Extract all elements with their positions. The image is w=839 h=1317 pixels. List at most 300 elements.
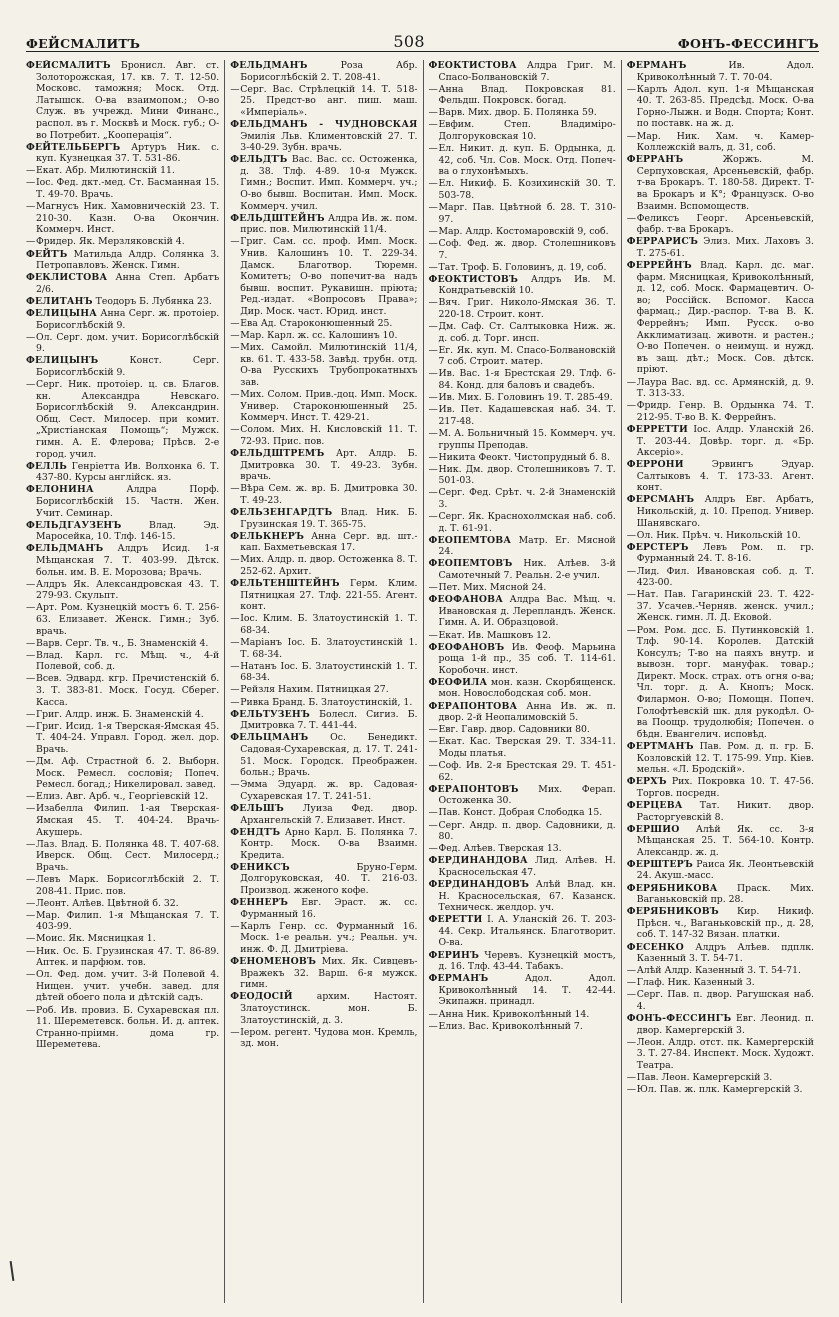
entry-details: Маріанъ Іос. Б. Златоустинскій 1. Т. 68-34. [240, 637, 418, 660]
entry-dash: — [428, 225, 438, 237]
entry-dash: — [26, 897, 36, 909]
entry-surname: ФЕЛЬДШТЕЙНЪ [230, 212, 325, 224]
directory-subentry [429, 107, 616, 119]
entry-dash: — [26, 933, 36, 945]
entry-details: Серг. Фед. Срѣт. ч. 2-й Знаменскій 3. [438, 487, 616, 510]
entry-surname: ФЕЛЬЗЕНГАРДТЪ [230, 507, 333, 519]
directory-entry [26, 355, 219, 378]
entry-dash: — [626, 376, 637, 388]
entry-details: Рейзля Нахим. Пятницкая 27. [240, 684, 389, 696]
directory-subentry [627, 213, 814, 236]
directory-subentry [627, 530, 814, 542]
entry-surname: ФЕРЦЕВА [626, 799, 683, 811]
directory-entry [627, 776, 814, 799]
entry-surname: ФЕЛОНИНА [26, 484, 94, 496]
entry-details: Алдръ Як. Александровская 43. Т. 279-93. Скульпт. [36, 578, 220, 602]
entry-dash: — [428, 736, 438, 748]
entry-details: Карлъ Генр. сс. Фурманный 16. Моск. 1-е реальн. уч.; Реальн. уч. инж. Ф. Д. Дмитріева. [240, 920, 418, 956]
entry-details: Анна Степ. Арбатъ 2/6. [36, 272, 220, 295]
entry-details: Соф. Фед. ж. двор. Столешниковъ 7. [438, 237, 616, 261]
entry-surname: ФЕЛЬКНЕРЪ [230, 530, 305, 542]
entry-details: Мар. Алдр. Костомаровскій 9, соб. [438, 225, 609, 237]
entry-dash: — [26, 379, 36, 391]
directory-entry [429, 973, 616, 1008]
entry-details: Кир. Никиф. Прѣсн. ч., Ваганьковскій пр., д. 28, соб. Т. 147-32 Вязан. платки. [636, 906, 814, 941]
entry-dash: — [26, 602, 36, 614]
entry-details: Іос. Алдр. Уланскій 26. Т. 203-44. Довѣр. торг. д. «Бр. Аксерio». [636, 423, 814, 459]
directory-subentry [26, 638, 219, 650]
entry-dash: — [230, 920, 240, 932]
directory-entry [429, 677, 616, 700]
directory-subentry [26, 874, 219, 897]
directory-subentry [429, 226, 616, 238]
entry-dash: — [626, 1084, 637, 1096]
entry-surname: ФЕРИНЪ [428, 949, 480, 961]
entry-details: Вяч. Григ. Николо-Ямская 36. Т. 220-18. Строит. конт. [438, 297, 616, 320]
directory-entry [230, 578, 417, 613]
directory-subentry [26, 910, 219, 933]
entry-surname: ФЕРМАНЪ [428, 973, 489, 985]
entry-details: Влад. Карл. гс. Мѣщ. ч., 4-й Полевой, соб. д. [36, 649, 220, 673]
directory-subentry [26, 579, 219, 602]
directory-subentry [26, 803, 219, 838]
entry-details: Болесл. Сигиз. Б. Дмитровка 7. Т. 441-44. [240, 708, 418, 732]
entry-details: мон. казн. Скорбященск. мон. Новослободская соб. мон. [438, 676, 616, 700]
directory-subentry [230, 330, 417, 342]
entry-dash: — [626, 565, 637, 577]
entry-details: Евг. Эраст. ж. сс. Фурманный 16. [240, 897, 418, 920]
entry-surname: ФЕРШТЕРЪ [626, 858, 693, 870]
entry-details: Глаф. Ник. Казенный 3. [636, 977, 755, 989]
directory-entry [230, 956, 417, 991]
entry-details: Натанъ Іос. Б. Златоустинскій 1. Т. 68-34. [240, 660, 418, 684]
entry-details: Арно Карл. Б. Полянка 7. Контр. Моск. О-ва Взаимн. Кредита. [240, 826, 418, 861]
entry-dash: — [230, 389, 240, 401]
directory-subentry [627, 989, 814, 1012]
directory-subentry [26, 756, 219, 791]
directory-entry [429, 784, 616, 807]
entry-details: Екат. Ив. Машковъ 12. [438, 629, 551, 641]
directory-subentry [230, 779, 417, 802]
entry-details: Анна Ник. Кривоколѣнный 14. [438, 1008, 590, 1020]
entry-details: Алдра Вас. Мѣщ. ч. Ивановская д. Лерепландъ. Женск. Гимн. А. И. Образцовой. [438, 594, 616, 629]
entry-details: Адол. Адол. Кривоколѣнный 14. Т. 42-44. Экипажн. принадл. [438, 973, 616, 1008]
directory-subentry [429, 724, 616, 736]
directory-subentry [230, 318, 417, 330]
directory-entry [627, 542, 814, 565]
directory-subentry [429, 464, 616, 487]
directory-subentry [230, 236, 417, 317]
entry-surname: ФЕЛЬДМАНЪ [26, 543, 104, 555]
entry-details: Арт. Ром. Кузнецкій мостъ 6. Т. 256-63. Елизавет. Женск. Гимн.; Зуб. врачь. [36, 602, 220, 637]
directory-subentry [429, 582, 616, 594]
entry-dash: — [428, 344, 438, 356]
entry-dash: — [428, 1008, 438, 1020]
entry-dash: — [428, 119, 438, 131]
entry-surname: ФОНЪ-ФЕССИНГЪ [626, 1013, 732, 1025]
column-3 [423, 60, 621, 1303]
entry-details: Ив. Адол. Кривоколѣнный 7. Т. 70-04. [636, 60, 814, 83]
entry-details: Ив. Пет. Кадашевская наб. 34. Т. 217-48. [438, 404, 616, 427]
directory-subentry [230, 637, 417, 660]
entry-details: Анна Влад. Покровская 81. Фельдш. Покровск. богад. [438, 83, 616, 107]
entry-details: Левъ Марк. Борисоглѣбскій 2. Т. 208-41. Прис. пов. [36, 873, 220, 897]
directory-subentry [26, 673, 219, 708]
directory-entry [627, 942, 814, 965]
entry-details: Ник. Дм. двор. Столешниковъ 7. Т. 501-03. [438, 463, 616, 487]
directory-subentry [627, 589, 814, 624]
directory-entry [429, 879, 616, 914]
entry-dash: — [26, 720, 36, 732]
entry-surname: ФЕОФИЛА [428, 676, 488, 688]
directory-subentry [429, 321, 616, 344]
entry-dash: — [428, 463, 438, 475]
entry-dash: — [26, 165, 36, 177]
directory-subentry [429, 511, 616, 534]
column-1 [26, 60, 224, 1303]
entry-details: Бронисл. Авг. ст. Золоторожская, 17. кв. 7. Т. 12-50. Московс. таможня; Моск. Отд. Латышск. О-ва взаимопом.; О-во Служ. въ учрежд. Мини Финанс., распол. въ г. Москвѣ и Моск. губ.; О-во Потребит. „Кооперація“. [36, 60, 220, 141]
directory-subentry [230, 697, 417, 709]
entry-dash: — [26, 201, 36, 213]
entry-surname: ФЕОКТИСТОВА [428, 60, 517, 71]
entry-details: Іос. Клим. Б. Златоустинскій 1. Т. 68-34. [240, 613, 418, 636]
entry-surname: ФЕОФАНОВЪ [428, 641, 505, 653]
entry-dash: — [428, 143, 438, 155]
entry-details: Алдръ Ив. М. Кондратьевскій 10. [438, 273, 616, 297]
entry-details: Соф. Ив. 2-я Брестская 29. Т. 451-62. [438, 760, 616, 783]
directory-entry [627, 494, 814, 529]
entry-dash: — [428, 178, 438, 190]
directory-entry [627, 859, 814, 882]
directory-subentry [230, 661, 417, 684]
directory-subentry [627, 377, 814, 400]
entry-details: Екат. Абр. Милютинскій 11. [36, 165, 175, 177]
entry-dash: — [230, 696, 240, 708]
directory-subentry [26, 602, 219, 637]
entry-details: Дм. Саф. Ст. Салтыковка Ниж. ж. д. соб. д. Торг. инсп. [438, 321, 616, 344]
entry-surname: ФЕОКТИСТОВЪ [428, 273, 519, 285]
entry-dash: — [26, 803, 36, 815]
entry-details: Черевъ. Кузнецкій мостъ, д. 16. Тлф. 43-44. Табакъ. [438, 949, 616, 973]
entry-surname: ФЕНДТЪ [230, 826, 281, 838]
directory-entry [230, 827, 417, 862]
entry-dash: — [626, 965, 637, 977]
entry-dash: — [626, 977, 637, 989]
directory-subentry [230, 1027, 417, 1050]
entry-surname: ФЕЛЬЦМАНЪ [230, 732, 309, 744]
directory-subentry [429, 202, 616, 225]
directory-subentry [429, 807, 616, 819]
entry-surname: ФЕРРЕТТИ [626, 423, 688, 435]
directory-subentry [26, 898, 219, 910]
directory-subentry [429, 238, 616, 261]
entry-dash: — [626, 130, 637, 142]
entry-surname: ФЕНИКСЪ [230, 861, 290, 873]
directory-subentry [429, 345, 616, 368]
entry-details: Элиз. Мих. Лаховъ 3. Т. 275-61. [636, 236, 814, 259]
entry-details: Лаз. Влад. Б. Полянка 48. Т. 407-68. Иверск. Общ. Сест. Милосерд.; Врачь. [36, 838, 220, 873]
entry-dash: — [428, 582, 438, 594]
entry-details: Магнусъ Ник. Хамовническій 23. Т. 210-30. Казн. О-ва Окончин. Коммерч. Инст. [36, 201, 220, 236]
entry-details: Теодоръ Б. Лубянка 23. [95, 295, 212, 307]
entry-details: Елиз. Авг. Арб. ч., Георгіевскій 12. [36, 791, 209, 803]
directory-entry [429, 855, 616, 878]
entry-details: Мих. Самойл. Милютинскій 11/4, кв. 61. Т. 433-58. Завѣд. трубн. отд. О-ва Русскихъ Трубопрокатныхъ зав. [240, 342, 418, 389]
entry-details: Марг. Пав. Цвѣтной б. 28. Т. 310-97. [438, 202, 616, 225]
entry-dash: — [428, 297, 438, 309]
directory-subentry [230, 389, 417, 424]
directory-entry [429, 60, 616, 83]
entry-details: Серг. Ник. протоіер. ц. св. Благов. кн. Александра Невскаго. Борисоглѣбскій 9. Александрин. Общ. Сест. Милосер. при комит. „Христіанская Помощь“; Мужск. гимн. А. Е. Флерова; Прѣсв. 2-е город. учил. [36, 379, 220, 460]
entry-details: Алѣй Як. сс. 3-я Мѣщанская 25. Т. 564-10. Контр. Александр. ж. д. [636, 823, 814, 858]
directory-subentry [627, 84, 814, 130]
entry-dash: — [626, 624, 637, 636]
directory-entry [429, 535, 616, 558]
entry-dash: — [626, 989, 637, 1001]
entry-surname: ФЕРЕТТИ [428, 914, 483, 926]
directory-subentry [429, 760, 616, 783]
entry-details: Ол. Ник. Прѣч. ч. Никольскій 10. [636, 529, 801, 541]
entry-details: Ив. Вас. 1-я Брестская 29. Тлф. 6-84. Конд. для баловъ и свадебъ. [438, 368, 616, 392]
entry-surname: ФЕРСТЕРЪ [626, 541, 689, 553]
entry-details: Мар. Ник. Хам. ч. Камер-Коллежскій валъ, д. 31, соб. [636, 130, 814, 154]
directory-entry [230, 154, 417, 212]
directory-subentry [429, 630, 616, 642]
entry-details: Дм. Аф. Страстной б. 2. Выборн. Моск. Ремесл. сословія; Попеч. Ремесл. богад.; Никелировал. завед. [36, 756, 220, 791]
entry-dash: — [26, 673, 36, 685]
entry-dash: — [626, 400, 637, 412]
entry-dash: — [428, 451, 438, 463]
entry-details: Влад. Ник. Б. Грузинская 19. Т. 365-75. [240, 507, 418, 530]
entry-details: Ол. Серг. дом. учит. Борисоглѣбскій 9. [36, 331, 220, 355]
entry-details: Моис. Як. Мясницкая 1. [36, 933, 156, 945]
directory-entry [230, 732, 417, 778]
entry-surname: ФЕРХЪ [626, 776, 667, 788]
entry-surname: ФЕРДИНАНДОВЪ [428, 878, 530, 890]
entry-dash: — [26, 708, 36, 720]
entry-surname: ФЕРСМАНЪ [626, 494, 695, 506]
entry-details: Ив. Мих. Б. Головинъ 19. Т. 285-49. [438, 392, 613, 404]
entry-details: Алдръ Исид. 1-я Мѣщанская 7. Т. 403-99. Дѣтск. больн. им. В. Е. Морозова; Врачь. [36, 543, 220, 578]
entry-details: Всев. Эдвард. кгр. Пречистенскій б. 3. Т. 383-81. Моск. Госуд. Сберег. Касса. [36, 673, 220, 708]
directory-entry [230, 803, 417, 826]
entry-surname: ФЕЛИЦЫНЪ [26, 355, 99, 367]
directory-subentry [230, 613, 417, 636]
directory-subentry [26, 1005, 219, 1051]
entry-details: Пав. Конст. Добрая Слободка 15. [438, 807, 603, 819]
entry-details: Ел. Никиф. Б. Козихинскій 30. Т. 503-78. [438, 178, 616, 202]
entry-details: Мих. Алдр. п. двор. Остоженка 8. Т. 252-62. Архит. [240, 554, 418, 578]
entry-details: Ел. Никит. д. куп. Б. Ордынка, д. 42, соб. Чл. Сов. Моск. Отд. Попеч-ва о глухонѣмыхъ. [438, 143, 616, 178]
entry-dash: — [26, 838, 36, 850]
directory-subentry [627, 131, 814, 154]
directory-subentry [429, 404, 616, 427]
directory-subentry [230, 84, 417, 119]
entry-dash: — [230, 342, 240, 354]
directory-subentry [627, 977, 814, 989]
entry-dash: — [26, 1004, 36, 1016]
entry-details: Роза Абр. Борисоглѣбскій 2. Т. 208-41. [240, 60, 418, 83]
page-number: 508 [393, 32, 425, 51]
entry-dash: — [230, 318, 240, 330]
entry-details: Серг. Андр. п. двор. Садовники, д. 80. [438, 819, 616, 843]
entry-details: Феликсъ Георг. Арсеньевскій, фабр. т-ва Брокаръ. [636, 212, 814, 236]
entry-dash: — [230, 236, 240, 248]
directory-entry [627, 424, 814, 459]
entry-dash: — [428, 202, 438, 214]
entry-surname: ФЕОФАНОВА [428, 594, 504, 606]
entry-details: Ос. Бенедикт. Садовая-Сухаревская, д. 17. Т. 241-51. Моск. Городск. Преображен. больн.; Врачь. [240, 732, 418, 779]
entry-dash: — [26, 177, 36, 189]
directory-subentry [429, 178, 616, 201]
directory-subentry [429, 1009, 616, 1021]
entry-details: Евг. Гавр. двор. Садовники 80. [438, 724, 590, 736]
directory-entry [230, 862, 417, 897]
entry-details: Алѣй Влад. кн. Н. Красносельская, 67. Казанск. Техническ. желдор. уч. [438, 878, 616, 914]
entry-details: І. А. Уланскій 26. Т. 203-44. Секр. Итальянск. Благотворит. О-ва. [438, 914, 616, 949]
entry-details: Раиса Як. Леонтьевскій 24. Акуш.-масс. [636, 858, 814, 882]
entry-details: Мих. Як. Сивцевъ-Вражекъ 32. Варш. 6-я мужск. гимн. [240, 956, 418, 991]
entry-details: Нат. Пав. Гагаринскій 23. Т. 422-37. Усачев.-Черняв. женск. учил.; Женск. гимн. Л. Д. Ековой. [636, 589, 814, 624]
entry-dash: — [26, 578, 36, 590]
entry-surname: ФЕЙТЕЛЬБЕРГЪ [26, 141, 121, 153]
entry-details: Фридр. Генр. В. Ордынка 74. Т. 212-95. Т-во В. К. Феррейнъ. [636, 400, 814, 423]
entry-details: Іером. регент. Чудова мон. Кремль, зд. мон. [240, 1026, 418, 1050]
entry-details: Влад. Эд. Маросейка, 10. Тлф. 146-15. [36, 519, 220, 543]
entry-details: Ник. Алѣев. 3-й Самотечный 7. Реальн. 2-е учил. [438, 558, 616, 582]
entry-details: Лид. Алѣев. Н. Красносельская 47. [438, 855, 616, 878]
entry-dash: — [26, 331, 36, 343]
entry-details: Анна Ив. ж. п. двор. 2-й Неопалимовскій 5. [438, 700, 616, 724]
entry-details: архим. Настоят. Златоустинск. мон. Б. Златоустинскій, д. 3. [240, 991, 418, 1026]
directory-subentry [26, 177, 219, 200]
entry-dash: — [428, 321, 438, 333]
entry-details: Вас. Вас. сс. Остоженка, д. 38. Тлф. 4-89. 10-я Мужск. Гимн.; Воспит. Имп. Коммерч. уч.; О-во бывш. Воспитан. Имп. Моск. Коммерч. учил. [240, 154, 418, 212]
entry-details: Алдра Ив. ж. пом. прис. пов. Милютинскій 11/4. [240, 212, 418, 236]
entry-details: Фед. Алѣев. Тверская 13. [438, 843, 562, 855]
directory-entry [429, 701, 616, 724]
directory-subentry [429, 143, 616, 178]
directory-subentry [627, 566, 814, 589]
entry-dash: — [428, 368, 438, 380]
directory-entry [26, 308, 219, 331]
entry-dash: — [428, 511, 438, 523]
directory-entry [429, 558, 616, 581]
entry-details: Ег. Як. куп. М. Спасо-Болвановскій 7 соб. Строит. матер. [438, 344, 616, 368]
entry-dash: — [428, 392, 438, 404]
entry-surname: ФЕРАПОНТОВЪ [428, 783, 519, 795]
entry-details: Алдра Порф. Борисоглѣбскій 15. Частн. Жен. Учит. Семинар. [36, 484, 220, 519]
running-head [26, 30, 819, 52]
directory-subentry [429, 428, 616, 451]
entry-details: Алдръ Алѣев. пдплк. Казенный 3. Т. 54-71. [636, 941, 814, 965]
entry-details: Елиз. Вас. Кривоколѣнный 7. [438, 1020, 583, 1032]
entry-surname: ФЕЛИЦЫНА [26, 307, 98, 319]
directory-columns [26, 60, 819, 1303]
directory-subentry [230, 483, 417, 506]
entry-details: Изабелла Филип. 1-ая Тверская-Ямская 45. Т. 404-24. Врачь-Акушерь. [36, 803, 220, 838]
directory-entry [230, 709, 417, 732]
directory-entry [627, 1013, 814, 1036]
entry-dash: — [626, 589, 637, 601]
directory-subentry [429, 1021, 616, 1033]
running-head-left: ФЕЙСМАЛИТЪ [26, 36, 141, 51]
directory-entry [26, 520, 219, 543]
entry-surname: ФЕСЕНКО [626, 941, 684, 953]
entry-details: Лид. Фил. Ивановская соб. д. Т. 423-00. [636, 565, 814, 589]
entry-details: Ол. Фед. дом. учит. 3-й Полевой 4. Нищен. учит. учебн. завед. для дѣтей обоего пола и дѣтскій садъ. [36, 969, 220, 1004]
directory-entry [627, 154, 814, 212]
entry-details: Матр. Ег. Мясной 24. [438, 534, 616, 558]
directory-entry [230, 531, 417, 554]
directory-entry [627, 906, 814, 941]
entry-dash: — [230, 83, 240, 95]
directory-entry [230, 507, 417, 530]
entry-details: Іос. Фед. дкт.-мед. Ст. Басманная 15. Т. 49-70. Врачь. [36, 177, 220, 201]
entry-details: Никита Феокт. Чистопрудный б. 8. [438, 451, 610, 463]
entry-details: Ривка Бранд. Б. Златоустинскій, 1. [240, 696, 413, 708]
entry-details: Роб. Ив. провиз. Б. Сухаревская пл. 11. Шереметевск. больн. И. д. аптек. Странно-пріимн. дома гр. Шереметева. [36, 1004, 220, 1051]
directory-subentry [26, 839, 219, 874]
directory-subentry [429, 820, 616, 843]
directory-entry [26, 543, 219, 578]
entry-surname: ФЕРРАРИСЪ [626, 236, 699, 248]
entry-dash: — [428, 724, 438, 736]
entry-dash: — [26, 909, 36, 921]
entry-dash: — [428, 83, 438, 95]
directory-subentry [627, 625, 814, 741]
entry-dash: — [428, 760, 438, 772]
entry-details: Григ. Исид. 1-я Тверская-Ямская 45. Т. 404-24. Управл. Город. жел. дор. Врачь. [36, 720, 220, 755]
directory-entry [429, 642, 616, 677]
running-head-right: ФОНЪ-ФЕССИНГЪ [677, 36, 819, 51]
directory-subentry [26, 332, 219, 355]
directory-subentry [26, 969, 219, 1004]
directory-entry [627, 824, 814, 859]
entry-dash: — [230, 483, 240, 495]
entry-details: Анна Серг. ж. протоіер. Борисоглѣбскій 9. [36, 307, 220, 331]
directory-entry [429, 594, 616, 629]
entry-surname: ФЕРРЕЙНЪ [626, 260, 692, 272]
entry-surname: ФЕКЛИСТОВА [26, 272, 108, 284]
entry-details: Артуръ Ник. с. куп. Кузнецкая 37. Т. 531-86. [36, 141, 220, 165]
entry-surname: ФЕРДИНАНДОВА [428, 855, 528, 867]
entry-surname: ФЕНОМЕНОВЪ [230, 956, 317, 968]
entry-details: Влад. Карл. дс. маг. фарм. Мясницкая, Кривоколѣнный, д. 12, соб. Моск. Фармацевтич. О-во; Россійск. Вспомог. Касса фармац.; Дир.-распор. Т-ва В. К. Феррейнъ; Имп. Русск. о-во Акклиматизац. животн. и растен.; О-во Попечен. о неимущ. и нужд. въ защ. дѣт.; Моск. Сов. дѣтск. пріют. [636, 260, 814, 376]
entry-dash: — [26, 236, 36, 248]
entry-details: Солом. Мих. Н. Кисловскій 11. Т. 72-93. Прис. пов. [240, 424, 418, 447]
directory-entry [230, 213, 417, 236]
entry-details: Алѣй Алдр. Казенный 3. Т. 54-71. [636, 965, 801, 977]
directory-entry [627, 260, 814, 376]
directory-subentry [429, 84, 616, 107]
entry-dash: — [26, 756, 36, 768]
directory-entry [230, 897, 417, 920]
entry-details: Евг. Леонид. п. двор. Камергерскій 3. [636, 1013, 814, 1036]
entry-surname: ФЕЛЬДШТРЕМЪ [230, 448, 325, 460]
directory-entry [26, 296, 219, 308]
entry-details: Жоржъ. М. Серпуховская, Арсеньевскій, фабр. т-ва Брокаръ. Т. 180-58. Директ. Т-ва Брокаръ и К°; Французск. О-во Взаимн. Вспомоществ. [636, 154, 814, 212]
directory-subentry [26, 721, 219, 756]
entry-details: Герм. Клим. Пятницкая 27. Тлф. 221-55. Агент. конт. [240, 578, 418, 613]
entry-details: Серг. Пав. п. двор. Рагушская наб. 4. [636, 989, 814, 1012]
entry-surname: ФЕЛЬДМАНЪ [230, 60, 308, 71]
entry-details: Пав. Леон. Камергерскій 3. [636, 1072, 773, 1084]
entry-details: Юл. Пав. ж. плк. Камергерскій 3. [636, 1084, 803, 1096]
entry-dash: — [230, 684, 240, 696]
column-2 [224, 60, 422, 1303]
entry-dash: — [428, 261, 438, 273]
